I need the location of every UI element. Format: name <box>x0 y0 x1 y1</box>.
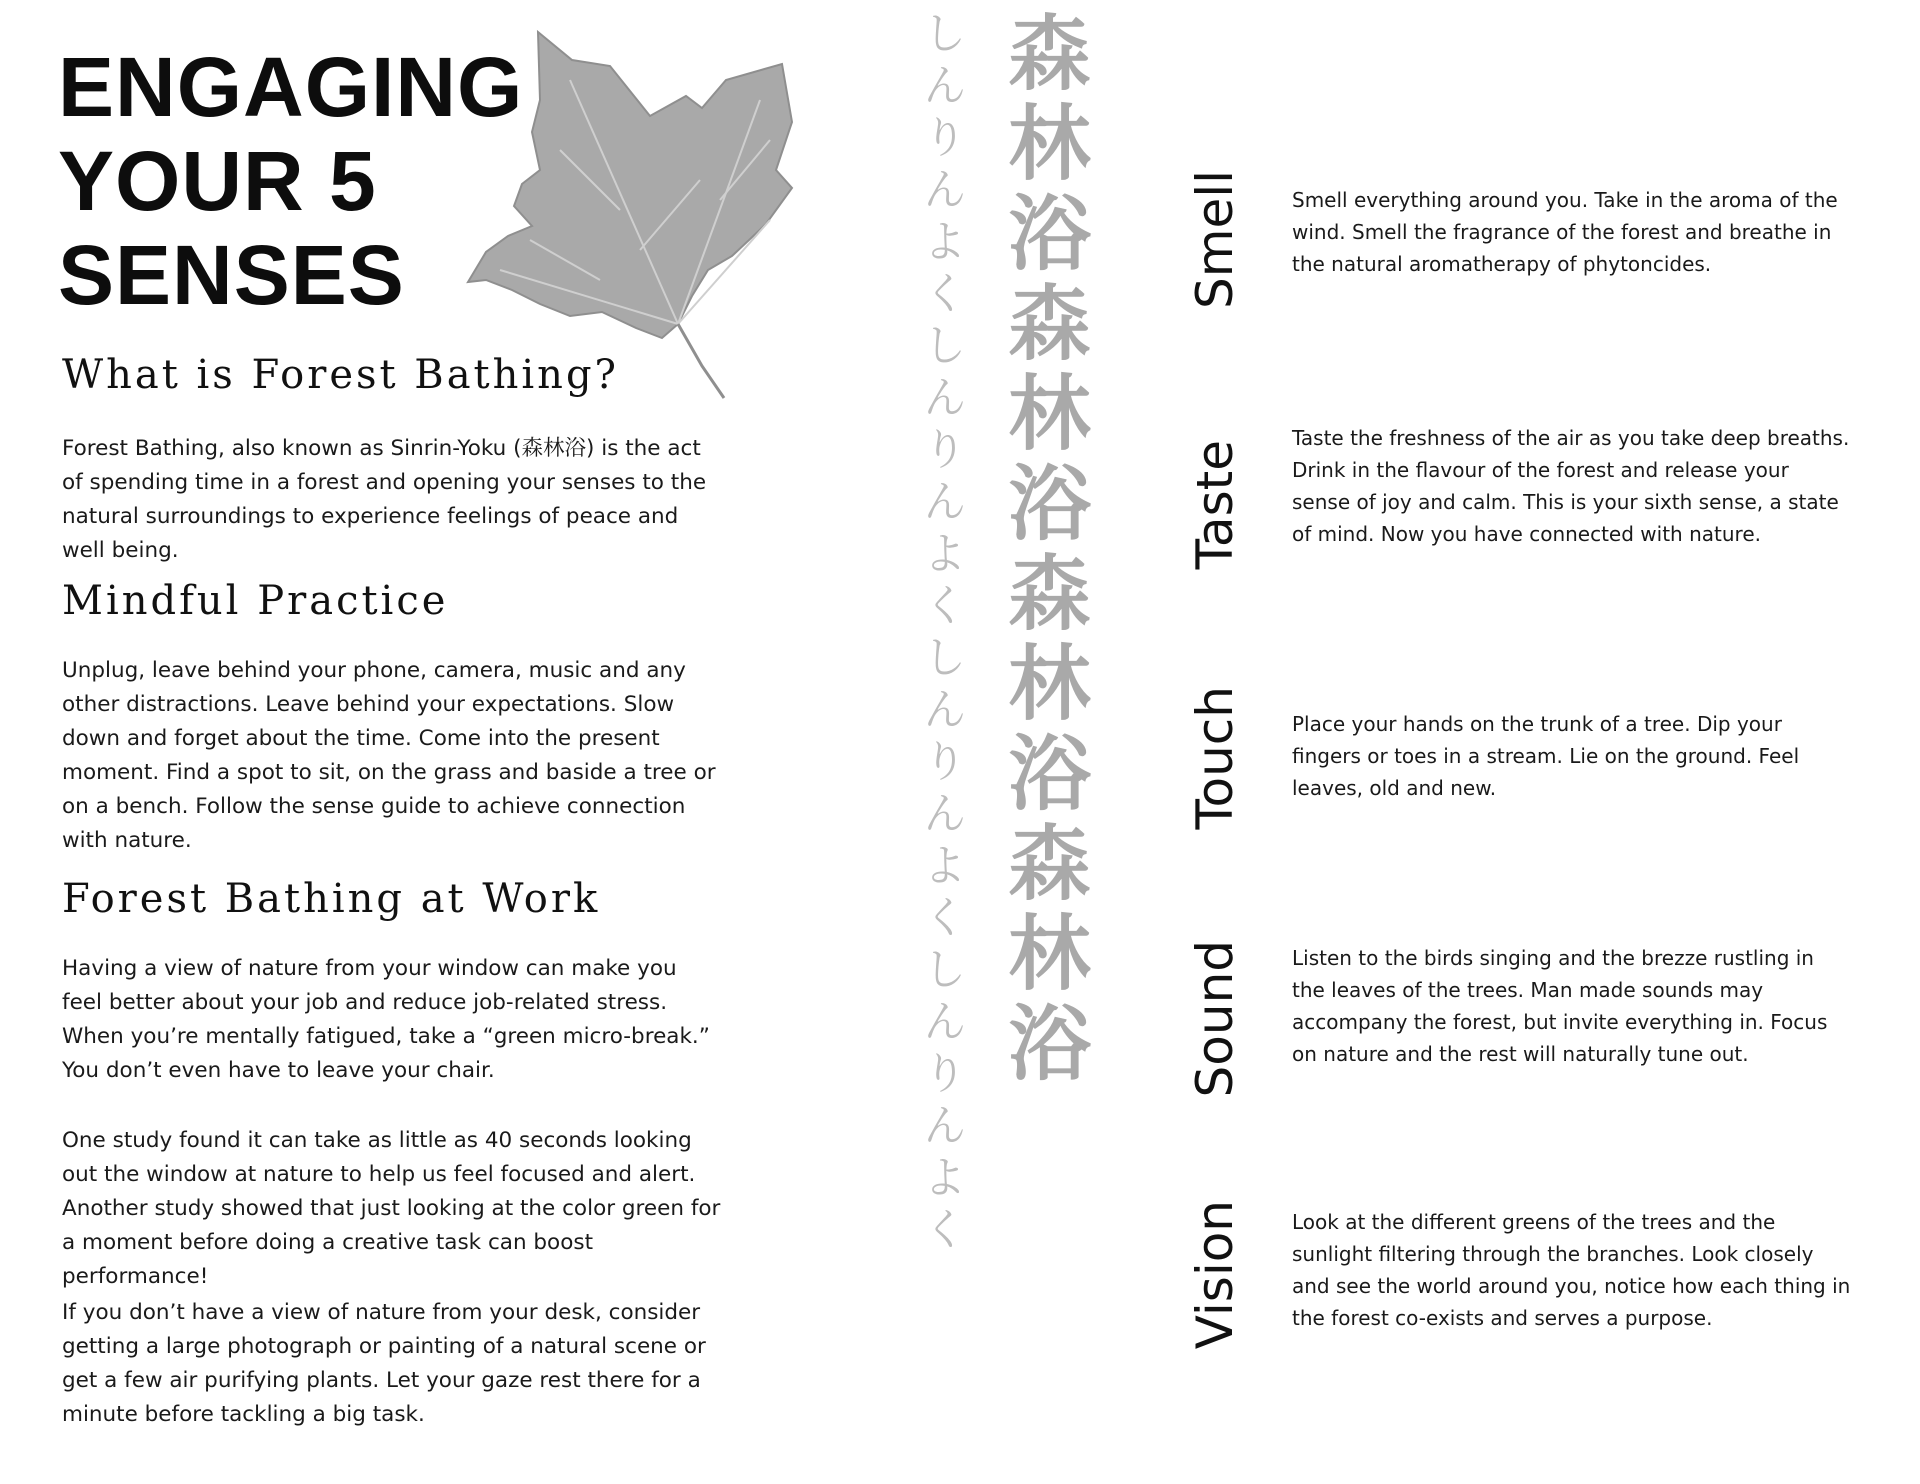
work-paragraph-1: Having a view of nature from your window can make you feel better about your job and reduce job-related stress. When you’re mentally fatigued, take a “green micro-break.” You don’t even have to leave your chair. <box>62 956 710 1083</box>
hiragana-column: しんりんよくしんりんよくしんりんよくしんりんよく <box>915 10 966 1258</box>
sense-text-smell: Smell everything around you. Take in the aroma of the wind. Smell the fragrance of the forest and breathe in the natural aromatherapy of phytoncides. <box>1292 188 1838 276</box>
shinrin-yoku-decoration <box>900 0 1100 1484</box>
work-paragraph-2: One study found it can take as little as 40 seconds looking out the window at nature to help us feel focused and alert. Another study showed that just looking at the color green for a moment before doing a creative task can boost performance! <box>62 1128 721 1289</box>
title-line-1: ENGAGING <box>58 40 524 134</box>
forest-bathing-work-heading: Forest Bathing at Work <box>62 876 601 922</box>
title-line-3: SENSES <box>58 228 405 322</box>
work-paragraph-3: If you don’t have a view of nature from your desk, consider getting a large photograph or painting of a natural scene or get a few air purifying plants. Let your gaze rest there for a minute before tackling a big task. <box>62 1300 706 1427</box>
title-line-2: YOUR 5 <box>58 134 377 228</box>
sense-text-vision: Look at the different greens of the trees and the sunlight filtering through the branches. Look closely and see the world around you, notice how each thing in the forest co-exists and serves a purpose. <box>1292 1210 1851 1330</box>
sense-text-sound: Listen to the birds singing and the brezze rustling in the leaves of the trees. Man made sounds may accompany the forest, but invite everything in. Focus on nature and the rest will naturally tune out. <box>1292 946 1828 1066</box>
sense-text-touch: Place your hands on the trunk of a tree. Dip your fingers or toes in a stream. Lie on the ground. Feel leaves, old and new. <box>1292 712 1800 800</box>
forest-bathing-text: Forest Bathing, also known as Sinrin-Yoku (森林浴) is the act of spending time in a forest and opening your senses to the natural surroundings to experience feelings of peace and well being. <box>62 436 707 563</box>
sense-label-vision: Vision <box>1186 1200 1244 1350</box>
mindful-practice-text: Unplug, leave behind your phone, camera, music and any other distractions. Leave behind your expectations. Slow down and forget about the time. Come into the present moment. Find a spot to sit, on the grass and baside a tree or on a bench. Follow the sense guide to achieve connection with nature. <box>62 658 716 853</box>
sense-label-smell: Smell <box>1186 170 1244 309</box>
kanji-column: 森林浴森林浴森林浴森林浴 <box>995 10 1090 1090</box>
mindful-practice-heading: Mindful Practice <box>62 578 449 624</box>
sense-text-taste: Taste the freshness of the air as you take deep breaths. Drink in the flavour of the forest and release your sense of joy and calm. This is your sixth sense, a state of mind. Now you have connected with nature. <box>1292 426 1850 546</box>
sense-label-sound: Sound <box>1186 940 1244 1098</box>
sense-label-taste: Taste <box>1186 440 1244 570</box>
sense-label-touch: Touch <box>1186 686 1244 830</box>
forest-bathing-heading: What is Forest Bathing? <box>62 352 619 398</box>
